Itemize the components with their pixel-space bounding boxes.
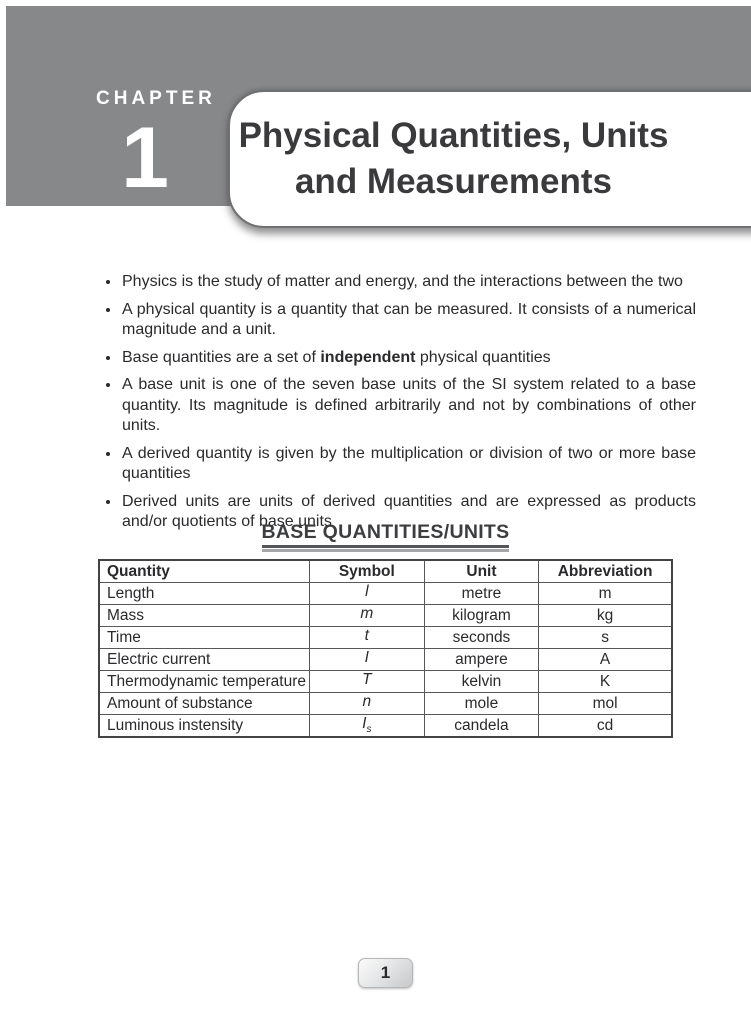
column-header-symbol: Symbol <box>309 560 424 583</box>
symbol-cell: T <box>309 671 424 693</box>
quantity-cell: Amount of substance <box>99 693 309 715</box>
symbol-cell: $I_s$ <box>309 715 424 738</box>
quantity-cell: Mass <box>99 605 309 627</box>
bullet-item: • Physics is the study of matter and energy, and the interactions between the two <box>121 272 696 293</box>
bullet-item: • A derived quantity is given by the multiplication or division of two or more base quantities <box>121 444 696 485</box>
table-row <box>99 627 672 649</box>
table-row <box>99 605 672 627</box>
symbol-cell: t <box>309 627 424 649</box>
abbreviation-cell: kg <box>539 605 672 627</box>
bullet-item: • A physical quantity is a quantity that can be measured. It consists of a numerical magnitude and a unit. <box>121 300 696 341</box>
unit-cell: ampere <box>424 649 538 671</box>
heading-underline <box>262 545 510 548</box>
page-number: 1 <box>380 963 391 982</box>
abbreviation-cell: K <box>539 671 672 693</box>
table-row <box>99 715 672 738</box>
unit-cell: kilogram <box>424 605 538 627</box>
chapter-number: 1 <box>121 110 169 206</box>
base-quantities-table <box>98 559 673 738</box>
bullet-item: • Base quantities are a set of independent physical quantities <box>121 348 696 369</box>
quantity-cell: Time <box>99 627 309 649</box>
bullet-list <box>98 272 696 540</box>
symbol-cell: m <box>309 605 424 627</box>
unit-cell: kelvin <box>424 671 538 693</box>
symbol-cell: I <box>309 649 424 671</box>
section-heading-wrap <box>98 521 673 551</box>
column-header-abbreviation: Abbreviation <box>539 560 672 583</box>
column-header-unit: Unit <box>424 560 538 583</box>
table-row <box>99 671 672 693</box>
bullet-item: • Derived units are units of derived quantities and are expressed as products and/or quotients of base units <box>121 492 696 533</box>
symbol-cell: l <box>309 583 424 605</box>
table-row <box>99 649 672 671</box>
quantity-cell: Thermodynamic temperature <box>99 671 309 693</box>
symbol-cell: n <box>309 693 424 715</box>
abbreviation-cell: mol <box>539 693 672 715</box>
chapter-title-line1: Physical Quantities, Units <box>238 116 669 155</box>
chapter-label: CHAPTER <box>96 88 216 109</box>
chapter-block <box>96 88 216 206</box>
unit-cell: seconds <box>424 627 538 649</box>
bullet-item: • A base unit is one of the seven base units of the SI system related to a base quantity. Its magnitude is defined arbitrarily and not by combinations of other units. <box>121 375 696 437</box>
chapter-title-line2: and Measurements <box>294 162 613 201</box>
table-row <box>99 693 672 715</box>
unit-cell: candela <box>424 715 538 738</box>
quantity-cell: Luminous instensity <box>99 715 309 738</box>
section-heading <box>262 521 510 551</box>
unit-cell: metre <box>424 583 538 605</box>
quantity-cell: Electric current <box>99 649 309 671</box>
page-number-badge <box>358 958 413 988</box>
abbreviation-cell: s <box>539 627 672 649</box>
table-header-row <box>99 560 672 583</box>
chapter-title-box <box>228 90 751 228</box>
unit-cell: mole <box>424 693 538 715</box>
abbreviation-cell: m <box>539 583 672 605</box>
table-row <box>99 583 672 605</box>
quantity-cell: Length <box>99 583 309 605</box>
column-header-quantity: Quantity <box>99 560 309 583</box>
section-heading-text: BASE QUANTITIES/UNITS <box>261 521 510 543</box>
abbreviation-cell: A <box>539 649 672 671</box>
abbreviation-cell: cd <box>539 715 672 738</box>
